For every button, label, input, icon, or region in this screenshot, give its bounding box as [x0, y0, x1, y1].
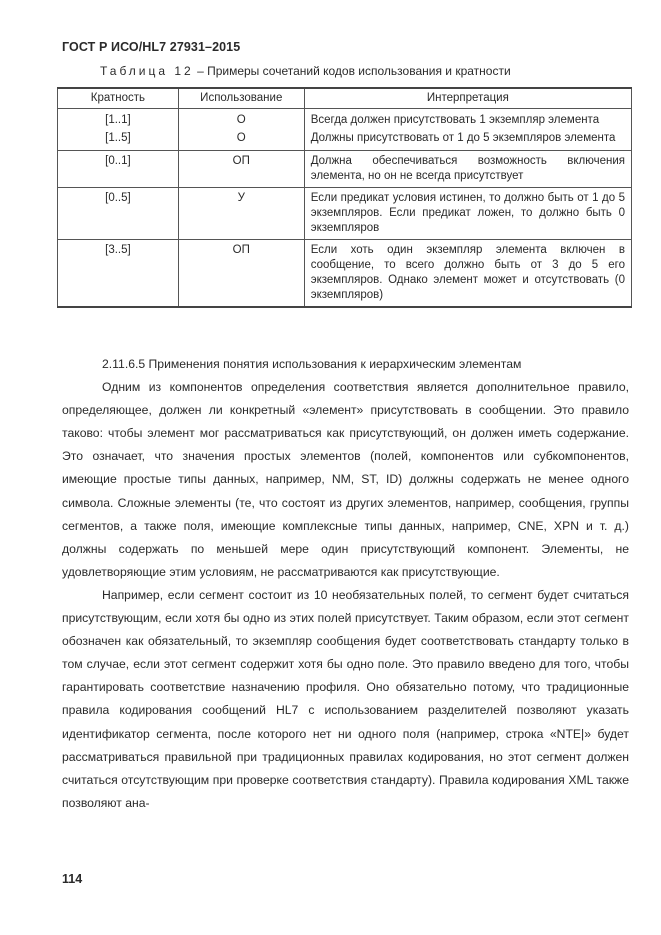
- column-header-cardinality: Кратность: [58, 88, 179, 109]
- table-caption-title: – Примеры сочетаний кодов использования и кратности: [197, 64, 511, 78]
- section-heading: 2.11.6.5 Применения понятия использования к иерархическим элементам: [102, 357, 522, 371]
- table-caption: [100, 64, 511, 78]
- cell-interpretation: Должна обеспечиваться возможность включения элемента, но он не всегда присутствует: [304, 151, 631, 188]
- column-header-interpretation: Интерпретация: [304, 88, 631, 109]
- cell-cardinality: [0..1]: [58, 151, 179, 188]
- page-number: 114: [62, 872, 83, 886]
- table-caption-label: Таблица 12: [100, 64, 194, 78]
- cell-usage: У: [178, 188, 304, 240]
- table-row: [58, 151, 632, 188]
- cell-usage: ОП: [178, 151, 304, 188]
- cardinality-usage-table: [57, 87, 632, 308]
- cell-usage: О: [178, 109, 304, 132]
- table-header-row: [58, 88, 632, 109]
- table-row: [58, 131, 632, 151]
- table-row: [58, 188, 632, 240]
- cell-usage: ОП: [178, 240, 304, 308]
- table-row: [58, 109, 632, 132]
- paragraph: Одним из компонентов определения соответствия является дополнительное правило, определяющее, должен ли конкретный «элемент» присутствовать в сообщении. Это правило таково: чтобы элемент мог рассматриваться как присутствующий, он должен иметь содержание. Это означает, что значения простых элементов (полей, компонентов или субкомпонентов, имеющие простые типы данных, например, NM, ST, ID) должны содержать не менее одного символа. Сложные элементы (те, что состоят из других элементов, например, сообщения, группы сегментов, а также поля, имеющие комплексные типы данных, например, CNE, XPN и т. д.) должны содержать по меньшей мере один присутствующий компонент. Элементы, не удовлетворяющие этим условиям, не рассматриваются как присутствующие.: [62, 380, 629, 579]
- cell-cardinality: [1..1]: [58, 109, 179, 132]
- cell-cardinality: [0..5]: [58, 188, 179, 240]
- cell-interpretation: Если предикат условия истинен, то должно быть от 1 до 5 экземпляров. Если предикат ложен, то должно быть 0 экземпляров: [304, 188, 631, 240]
- cell-cardinality: [3..5]: [58, 240, 179, 308]
- cell-cardinality: [1..5]: [58, 131, 179, 151]
- table-row: [58, 240, 632, 308]
- cell-interpretation: Должны присутствовать от 1 до 5 экземпляров элемента: [304, 131, 631, 151]
- standard-code: ГОСТ Р ИСО/HL7 27931–2015: [62, 40, 241, 54]
- body-text: [62, 353, 629, 815]
- cell-interpretation: Если хоть один экземпляр элемента включен в сообщение, то всего должно быть от 3 до 5 его экземпляров. Однако элемент может и отсутствовать (0 экземпляров): [304, 240, 631, 308]
- cell-usage: О: [178, 131, 304, 151]
- paragraph: Например, если сегмент состоит из 10 необязательных полей, то сегмент будет считаться присутствующим, если хотя бы одно из этих полей присутствует. Таким образом, если этот сегмент обозначен как обязательный, то экземпляр сообщения будет соответствовать стандарту только в том случае, если этот сегмент содержит хотя бы одно поле. Это правило введено для того, чтобы гарантировать соответствие назначению профиля. Оно обязательно потому, что традиционные правила кодирования сообщений HL7 с использованием разделителей позволяют указать идентификатор сегмента, после которого нет ни одного поля (например, строка «NTE|» будет рассматриваться правильной при традиционных правилах кодирования, но этот сегмент должен считаться отсутствующим при проверке соответствия стандарту). Правила кодирования XML также позволяют ана-: [62, 587, 629, 810]
- column-header-usage: Использование: [178, 88, 304, 109]
- cell-interpretation: Всегда должен присутствовать 1 экземпляр элемента: [304, 109, 631, 132]
